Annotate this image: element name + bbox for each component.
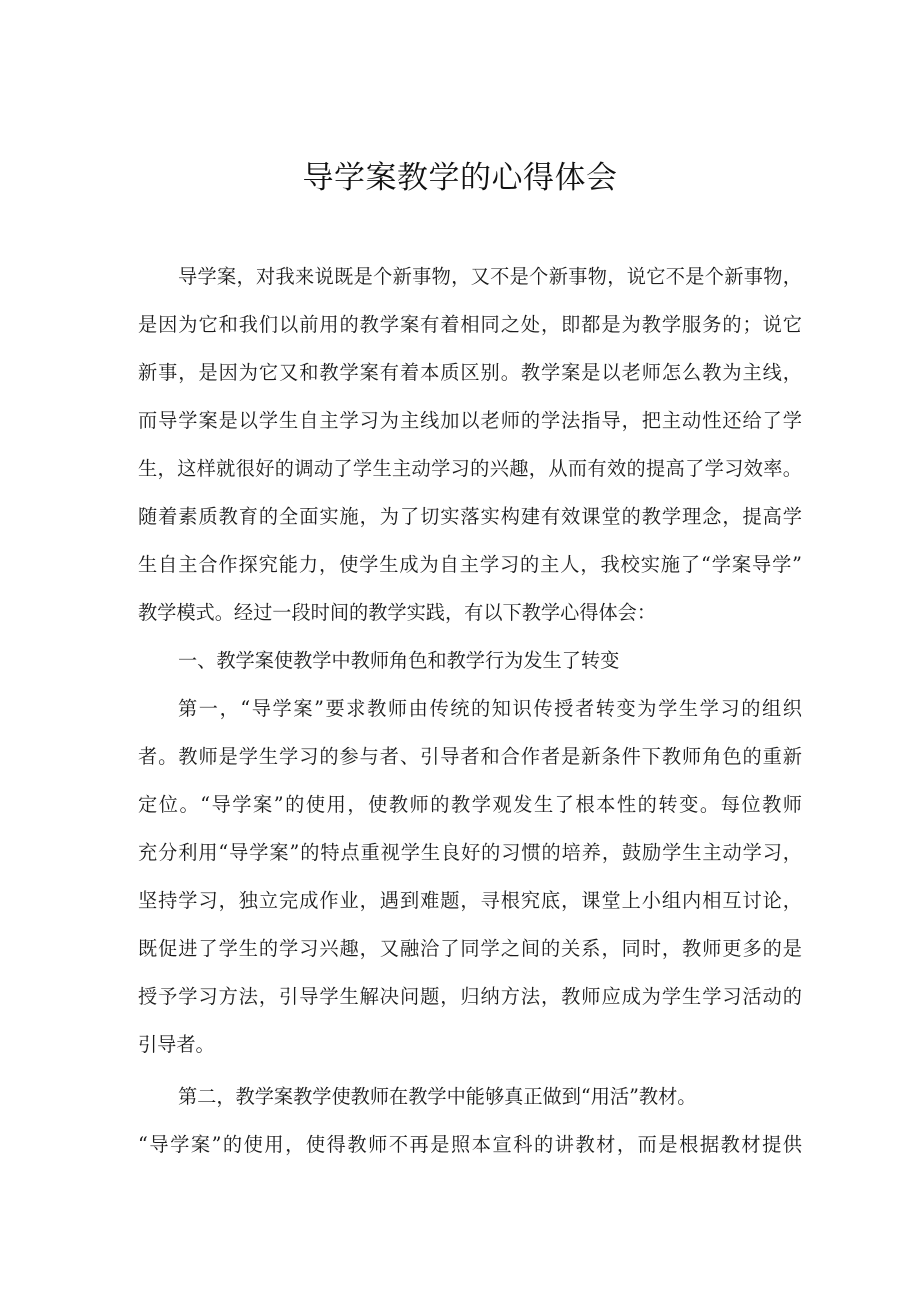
paragraph-3-line: “导学案”的使用，使得教师不再是照本宣科的讲教材，而是根据教材提供: [138, 1133, 802, 1156]
paragraph-2-line: 既促进了学生的学习兴趣，又融洽了同学之间的关系，同时，教师更多的是: [138, 937, 802, 960]
paragraph-1-line: 新事，是因为它又和教学案有着本质区别。教学案是以老师怎么教为主线，: [138, 361, 802, 384]
section-heading: 一、教学案使教学中教师角色和教学行为发生了转变: [178, 649, 620, 672]
paragraph-2-line: 引导者。: [138, 1033, 215, 1056]
document-body: [138, 253, 802, 1169]
paragraph-1-line: 生，这样就很好的调动了学生主动学习的兴趣，从而有效的提高了学习效率。: [138, 457, 802, 480]
paragraph-1-line: 教学模式。经过一段时间的教学实践，有以下教学心得体会：: [138, 601, 657, 624]
paragraph-3-line: 第二，教学案教学使教师在教学中能够真正做到“用活”教材。: [178, 1085, 697, 1108]
paragraph-1-line: 导学案，对我来说既是个新事物，又不是个新事物，说它不是个新事物，: [178, 265, 802, 288]
paragraph-2-line: 坚持学习，独立完成作业，遇到难题，寻根究底，课堂上小组内相互讨论，: [138, 889, 802, 912]
paragraph-2-line: 第一，“导学案”要求教师由传统的知识传授者转变为学生学习的组织: [178, 697, 802, 720]
paragraph-1-line: 生自主合作探究能力，使学生成为自主学习的主人，我校实施了“学案导学”: [138, 553, 802, 576]
paragraph-2-line: 者。教师是学生学习的参与者、引导者和合作者是新条件下教师角色的重新: [138, 745, 802, 768]
paragraph-1-line: 随着素质教育的全面实施，为了切实落实构建有效课堂的教学理念，提高学: [138, 505, 802, 528]
paragraph-2-line: 充分利用“导学案”的特点重视学生良好的习惯的培养，鼓励学生主动学习，: [138, 841, 802, 864]
paragraph-1-line: 而导学案是以学生自主学习为主线加以老师的学法指导，把主动性还给了学: [138, 409, 802, 432]
paragraph-2-line: 授予学习方法，引导学生解决问题，归纳方法，教师应成为学生学习活动的: [138, 985, 802, 1008]
paragraph-1-line: 是因为它和我们以前用的教学案有着相同之处，即都是为教学服务的；说它: [138, 313, 802, 336]
paragraph-2-line: 定位。“导学案”的使用，使教师的教学观发生了根本性的转变。每位教师: [138, 793, 802, 816]
document-title: 导学案教学的心得体会: [302, 160, 618, 196]
